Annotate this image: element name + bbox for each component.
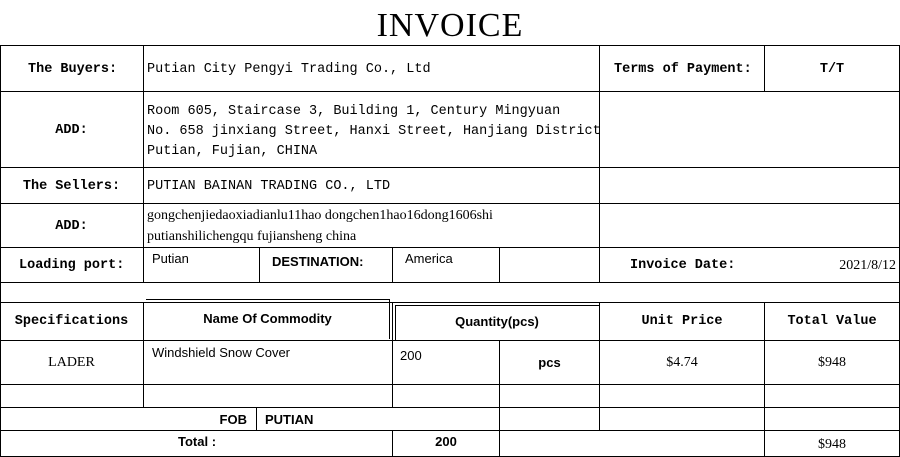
row-unit: pcs	[538, 355, 561, 370]
buyers-value: Putian City Pengyi Trading Co., Ltd	[147, 62, 431, 77]
buyer-address-line: No. 658 jinxiang Street, Hanxi Street, Hanjiang District	[147, 124, 601, 139]
terms-of-payment-value: T/T	[819, 62, 845, 77]
specifications-header: Specifications	[14, 314, 129, 329]
total-quantity: 200	[435, 434, 457, 449]
row-commodity: Windshield Snow Cover	[152, 345, 291, 360]
seller-address-line: gongchenjiedaoxiadianlu11hao dongchen1hao16dong1606shi	[147, 208, 493, 223]
quantity-header: Quantity(pcs)	[455, 314, 539, 329]
destination-label: DESTINATION:	[272, 254, 364, 269]
total-value-header: Total Value	[787, 314, 877, 329]
total-value: $948	[818, 437, 846, 452]
invoice-title: INVOICE	[376, 7, 524, 44]
row-specification: LADER	[48, 355, 95, 370]
fob-label: FOB	[219, 412, 247, 427]
seller-address-line: putianshilichengqu fujiansheng china	[147, 229, 357, 244]
row-total-value: $948	[818, 355, 846, 370]
row-unit-price: $4.74	[666, 355, 698, 370]
loading-port-label: Loading port:	[19, 258, 125, 273]
unit-price-header: Unit Price	[641, 314, 723, 329]
invoice-date-label: Invoice Date:	[630, 258, 736, 273]
loading-port-value: Putian	[152, 251, 189, 266]
seller-address-label: ADD:	[55, 219, 88, 234]
invoice-date-value: 2021/8/12	[839, 258, 896, 273]
sellers-value: PUTIAN BAINAN TRADING CO., LTD	[147, 179, 391, 194]
fob-value: PUTIAN	[265, 412, 314, 427]
buyer-address-line: Room 605, Staircase 3, Building 1, Century Mingyuan	[147, 104, 561, 119]
total-label: Total :	[178, 434, 217, 449]
row-quantity: 200	[400, 348, 422, 363]
buyer-address-line: Putian, Fujian, CHINA	[147, 144, 318, 159]
buyers-label: The Buyers:	[28, 62, 118, 77]
destination-value: America	[405, 251, 453, 266]
terms-of-payment-label: Terms of Payment:	[614, 62, 752, 77]
commodity-header: Name Of Commodity	[203, 311, 332, 326]
sellers-label: The Sellers:	[22, 179, 121, 194]
buyer-address-label: ADD:	[55, 123, 88, 138]
